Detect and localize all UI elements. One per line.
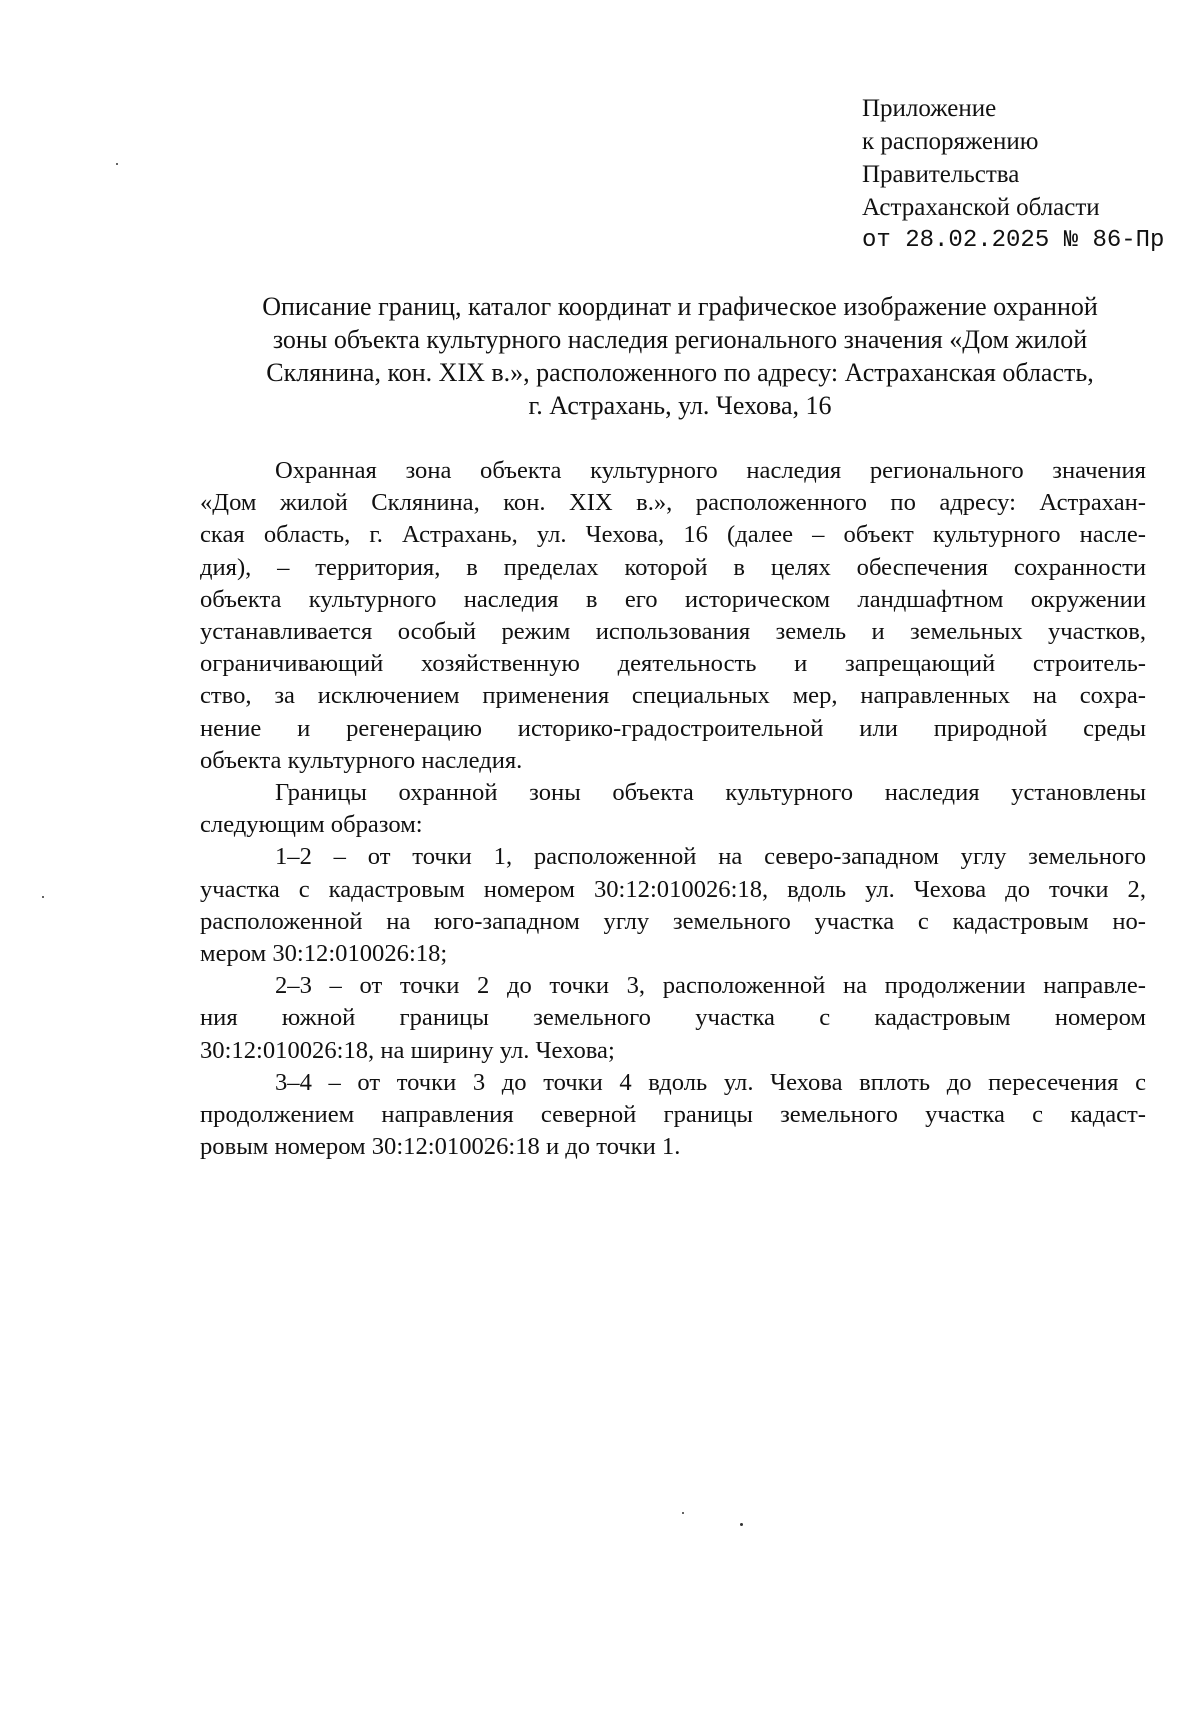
text-line: продолжением направления северной границы земельного участка с кадаст- (200, 1101, 1146, 1129)
document-title (200, 290, 1160, 422)
text-line: 3–4 – от точки 3 до точки 4 вдоль ул. Чехова вплоть до пересечения с (275, 1068, 1146, 1096)
paragraph-protection-zone (200, 455, 1146, 777)
text-line: устанавливается особый режим использования земель и земельных участков, (200, 618, 1146, 646)
scan-speck (42, 896, 44, 898)
text-line: ровым номером 30:12:010026:18 и до точки 1. (200, 1133, 681, 1161)
text-line: нение и регенерацию историко-градостроительной или природной среды (200, 714, 1146, 742)
text-line: ская область, г. Астрахань, ул. Чехова, 16 (далее – объект культурного насле- (200, 521, 1146, 549)
text-line: 2–3 – от точки 2 до точки 3, расположенной на продолжении направле- (275, 972, 1146, 1000)
appendix-line-1: Приложение (862, 95, 997, 122)
scan-speck (682, 1512, 684, 1514)
paragraph-segment-2-3 (200, 970, 1146, 1067)
scan-speck (116, 163, 118, 165)
text-line: «Дом жилой Склянина, кон. XIX в.», расположенного по адресу: Астрахан- (200, 489, 1146, 517)
title-line-3: Склянина, кон. XIX в.», расположенного по адресу: Астраханская область, (266, 358, 1094, 387)
text-line: ство, за исключением применения специальных мер, направленных на сохра- (200, 682, 1146, 710)
text-line: Границы охранной зоны объекта культурного наследия установлены (275, 779, 1146, 807)
paragraph-segment-1-2 (200, 841, 1146, 970)
text-line: участка с кадастровым номером 30:12:010026:18, вдоль ул. Чехова до точки 2, (200, 875, 1146, 903)
paragraph-segment-3-4 (200, 1067, 1146, 1164)
text-line: следующим образом: (200, 811, 423, 839)
text-line: объекта культурного наследия. (200, 746, 523, 774)
text-line: ограничивающий хозяйственную деятельность и запрещающий строитель- (200, 650, 1146, 678)
appendix-line-2: к распоряжению (862, 128, 1039, 155)
appendix-line-3: Правительства (862, 161, 1020, 188)
appendix-header (862, 92, 1164, 257)
appendix-line-4: Астраханской области (862, 194, 1100, 221)
text-line: расположенной на юго-западном углу земельного участка с кадастровым но- (200, 907, 1146, 935)
paragraph-boundaries-intro (200, 777, 1146, 841)
title-line-2: зоны объекта культурного наследия регионального значения «Дом жилой (272, 325, 1088, 354)
appendix-date-number: от 28.02.2025 № 86-Пр (862, 227, 1165, 254)
text-line: Охранная зона объекта культурного наследия регионального значения (275, 457, 1146, 484)
scan-speck (740, 1523, 743, 1526)
text-line: мером 30:12:010026:18; (200, 940, 448, 968)
text-line: объекта культурного наследия в его историческом ландшафтном окружении (200, 585, 1146, 613)
text-line: 1–2 – от точки 1, расположенной на северо-западном углу земельного (275, 843, 1146, 871)
title-line-1: Описание границ, каталог координат и графическое изображение охранной (262, 292, 1098, 321)
text-line: ния южной границы земельного участка с кадастровым номером (200, 1004, 1146, 1032)
text-line: дия), – территория, в пределах которой в целях обеспечения сохранности (200, 553, 1146, 581)
text-line: 30:12:010026:18, на ширину ул. Чехова; (200, 1036, 615, 1064)
document-body (200, 455, 1146, 1163)
title-line-4: г. Астрахань, ул. Чехова, 16 (528, 391, 832, 420)
